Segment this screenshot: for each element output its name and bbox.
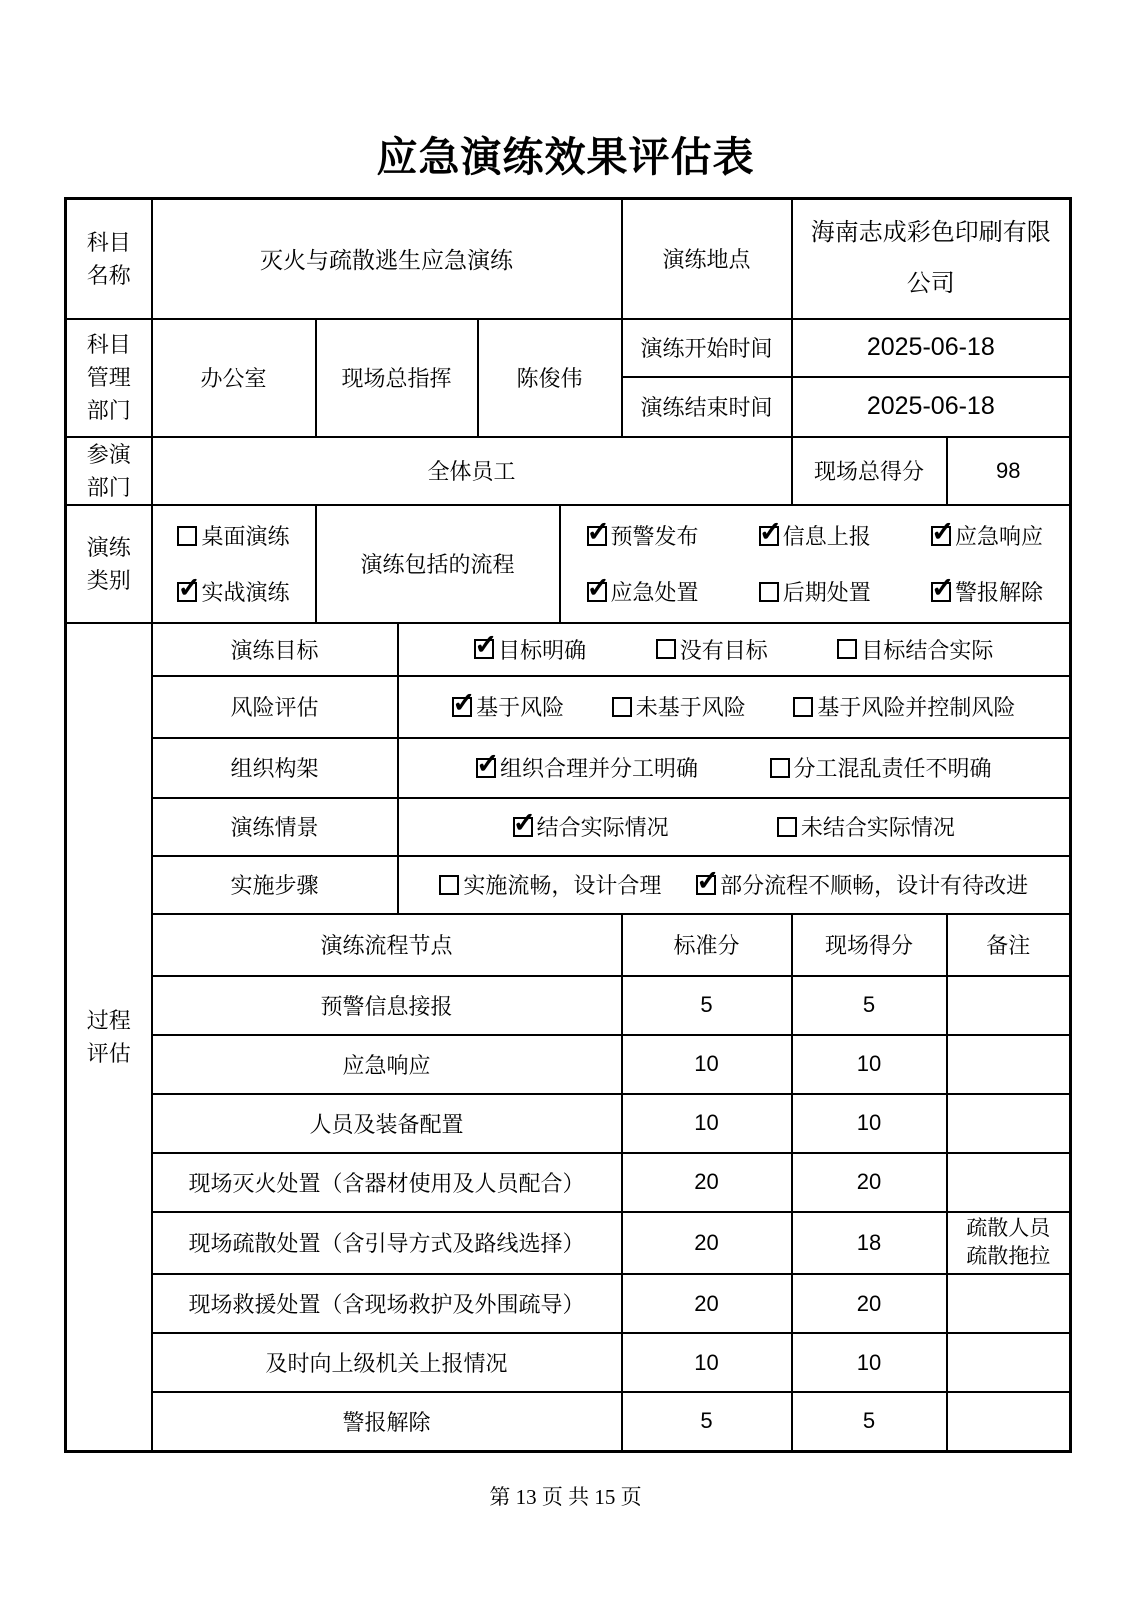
subject-name: 灭火与疏散逃生应急演练 bbox=[152, 199, 622, 319]
row-criterion-goal bbox=[66, 623, 1071, 676]
checkbox-live-drill: ✓ 实战演练 bbox=[177, 576, 289, 607]
note bbox=[947, 1035, 1071, 1094]
checkbox-icon bbox=[656, 639, 676, 659]
checkbox-scenario-unrealistic: 未结合实际情况 bbox=[777, 811, 955, 842]
checkbox-icon bbox=[452, 697, 472, 717]
node-name: 人员及装备配置 bbox=[152, 1094, 622, 1153]
score-header-node: 演练流程节点 bbox=[152, 914, 622, 976]
standard-score: 5 bbox=[622, 976, 792, 1035]
standard-score: 20 bbox=[622, 1153, 792, 1212]
checkbox-warning-release: ✓ 预警发布 bbox=[587, 520, 699, 551]
actual-score: 20 bbox=[792, 1153, 947, 1212]
checkbox-icon bbox=[777, 817, 797, 837]
note bbox=[947, 1392, 1071, 1451]
score-header-note: 备注 bbox=[947, 914, 1071, 976]
checkbox-icon bbox=[177, 526, 197, 546]
row-criterion-steps bbox=[66, 856, 1071, 914]
management-label: 科目管理部门 bbox=[66, 319, 152, 437]
page-title: 应急演练效果评估表 bbox=[376, 134, 755, 180]
table-row bbox=[66, 1274, 1071, 1333]
checkbox-emergency-handling: ✓ 应急处置 bbox=[587, 576, 699, 607]
standard-score: 20 bbox=[622, 1212, 792, 1275]
checkbox-steps-improvable: ✓ 部分流程不顺畅，设计有待改进 bbox=[696, 869, 1028, 900]
table-row bbox=[66, 1094, 1071, 1153]
node-name: 及时向上级机关上报情况 bbox=[152, 1333, 622, 1392]
evaluation-form-table bbox=[64, 197, 1072, 1453]
standard-score: 5 bbox=[622, 1392, 792, 1451]
checkbox-icon bbox=[931, 582, 951, 602]
location-label: 演练地点 bbox=[622, 199, 792, 319]
node-name: 现场疏散处置（含引导方式及路线选择） bbox=[152, 1212, 622, 1275]
note bbox=[947, 1153, 1071, 1212]
checkbox-no-goal: 没有目标 bbox=[656, 634, 768, 665]
node-name: 警报解除 bbox=[152, 1392, 622, 1451]
participants-label: 参演部门 bbox=[66, 437, 152, 505]
checkbox-info-report: ✓ 信息上报 bbox=[759, 520, 871, 551]
standard-score: 10 bbox=[622, 1035, 792, 1094]
participants-value: 全体员工 bbox=[152, 437, 792, 505]
checkbox-icon bbox=[793, 697, 813, 717]
criterion-options-cell bbox=[398, 623, 1071, 676]
checkbox-icon bbox=[476, 758, 496, 778]
checkbox-risk-controlled: 基于风险并控制风险 bbox=[793, 691, 1015, 722]
commander-name: 陈俊伟 bbox=[478, 319, 622, 437]
checkbox-icon bbox=[759, 582, 779, 602]
subject-label: 科目名称 bbox=[66, 199, 152, 319]
standard-score: 10 bbox=[622, 1333, 792, 1392]
standard-score: 10 bbox=[622, 1094, 792, 1153]
table-row bbox=[66, 1333, 1071, 1392]
score-header-actual: 现场得分 bbox=[792, 914, 947, 976]
process-label: 演练包括的流程 bbox=[316, 505, 560, 623]
actual-score: 18 bbox=[792, 1212, 947, 1275]
checkbox-emergency-response: ✓ 应急响应 bbox=[931, 520, 1043, 551]
node-name: 现场救援处置（含现场救护及外围疏导） bbox=[152, 1274, 622, 1333]
actual-score: 20 bbox=[792, 1274, 947, 1333]
checkbox-desktop-drill: 桌面演练 bbox=[177, 520, 289, 551]
checkbox-post-handling: 后期处置 bbox=[759, 576, 871, 607]
location-value: 海南志成彩色印刷有限公司 bbox=[792, 199, 1071, 319]
checkbox-icon bbox=[587, 582, 607, 602]
row-score-header bbox=[66, 914, 1071, 976]
score-header-standard: 标准分 bbox=[622, 914, 792, 976]
table-row bbox=[66, 976, 1071, 1035]
note bbox=[947, 1094, 1071, 1153]
row-management bbox=[66, 319, 1071, 377]
start-time-label: 演练开始时间 bbox=[622, 319, 792, 377]
criterion-name: 实施步骤 bbox=[152, 856, 398, 914]
total-score-label: 现场总得分 bbox=[792, 437, 947, 505]
checkbox-icon bbox=[513, 817, 533, 837]
actual-score: 5 bbox=[792, 976, 947, 1035]
checkbox-alarm-lift: ✓ 警报解除 bbox=[931, 576, 1043, 607]
note bbox=[947, 1333, 1071, 1392]
table-row bbox=[66, 1212, 1071, 1275]
start-time-value: 2025-06-18 bbox=[792, 319, 1071, 377]
checkbox-goal-realistic: 目标结合实际 bbox=[837, 634, 993, 665]
table-row bbox=[66, 1392, 1071, 1451]
checkbox-scenario-realistic: ✓ 结合实际情况 bbox=[513, 811, 669, 842]
end-time-label: 演练结束时间 bbox=[622, 377, 792, 437]
management-dept: 办公室 bbox=[152, 319, 316, 437]
criterion-options-cell bbox=[398, 738, 1071, 798]
checkbox-icon bbox=[474, 639, 494, 659]
category-types-cell bbox=[152, 505, 316, 623]
node-name: 预警信息接报 bbox=[152, 976, 622, 1035]
actual-score: 5 bbox=[792, 1392, 947, 1451]
checkbox-risk-based: ✓ 基于风险 bbox=[452, 691, 564, 722]
note bbox=[947, 976, 1071, 1035]
criterion-name: 风险评估 bbox=[152, 676, 398, 738]
total-score-value: 98 bbox=[947, 437, 1071, 505]
checkbox-icon bbox=[696, 875, 716, 895]
standard-score: 20 bbox=[622, 1274, 792, 1333]
row-criterion-organization bbox=[66, 738, 1071, 798]
row-subject bbox=[66, 199, 1071, 319]
row-participants bbox=[66, 437, 1071, 505]
criterion-options-cell bbox=[398, 798, 1071, 856]
commander-label: 现场总指挥 bbox=[316, 319, 478, 437]
note: 疏散人员疏散拖拉 bbox=[947, 1212, 1071, 1275]
checkbox-icon bbox=[837, 639, 857, 659]
process-eval-label: 过程评估 bbox=[66, 623, 152, 1452]
checkbox-steps-smooth: 实施流畅，设计合理 bbox=[439, 869, 661, 900]
checkbox-goal-clear: ✓ 目标明确 bbox=[474, 634, 586, 665]
node-name: 现场灭火处置（含器材使用及人员配合） bbox=[152, 1153, 622, 1212]
checkbox-not-risk-based: 未基于风险 bbox=[612, 691, 746, 722]
node-name: 应急响应 bbox=[152, 1035, 622, 1094]
end-time-value: 2025-06-18 bbox=[792, 377, 1071, 437]
row-category bbox=[66, 505, 1071, 623]
checkbox-icon bbox=[770, 758, 790, 778]
checkbox-icon bbox=[587, 526, 607, 546]
checkbox-icon bbox=[177, 582, 197, 602]
table-row bbox=[66, 1153, 1071, 1212]
criterion-name: 组织构架 bbox=[152, 738, 398, 798]
note bbox=[947, 1274, 1071, 1333]
process-options-cell bbox=[560, 505, 1071, 623]
row-criterion-risk bbox=[66, 676, 1071, 738]
checkbox-icon bbox=[931, 526, 951, 546]
criterion-name: 演练目标 bbox=[152, 623, 398, 676]
checkbox-icon bbox=[759, 526, 779, 546]
checkbox-org-reasonable: ✓ 组织合理并分工明确 bbox=[476, 752, 698, 783]
actual-score: 10 bbox=[792, 1094, 947, 1153]
table-row bbox=[66, 1035, 1071, 1094]
criterion-name: 演练情景 bbox=[152, 798, 398, 856]
category-label: 演练类别 bbox=[66, 505, 152, 623]
checkbox-icon bbox=[439, 875, 459, 895]
criterion-options-cell bbox=[398, 676, 1071, 738]
page-number: 第 13 页 共 15 页 bbox=[489, 1485, 642, 1509]
row-criterion-scenario bbox=[66, 798, 1071, 856]
criterion-options-cell bbox=[398, 856, 1071, 914]
actual-score: 10 bbox=[792, 1035, 947, 1094]
checkbox-org-chaotic: 分工混乱责任不明确 bbox=[770, 752, 992, 783]
checkbox-icon bbox=[612, 697, 632, 717]
actual-score: 10 bbox=[792, 1333, 947, 1392]
